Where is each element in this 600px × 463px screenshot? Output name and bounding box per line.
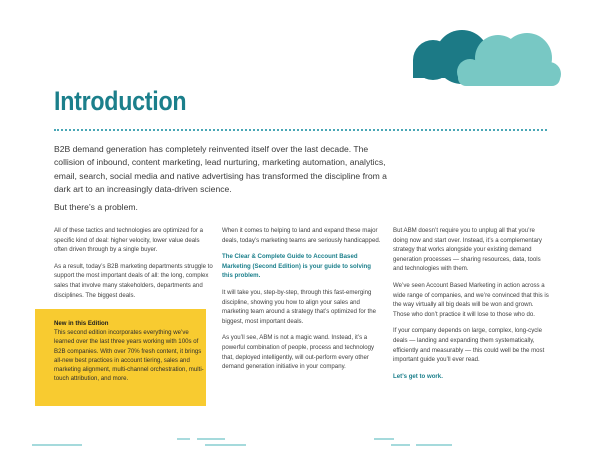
col1-paragraph-2: As a result, today’s B2B marketing departments struggle to support the most important deals of all: the long, complex sales that involve many stakeholders, departments and disciplines. The biggest deals. (54, 262, 213, 299)
clouds-illustration (0, 0, 600, 90)
col2-paragraph-4: As you’ll see, ABM is not a magic wand. Instead, it’s a powerful combination of people, process and technology that, deployed intelligently, will out-perform every other demand generation initiative in your company. (222, 334, 375, 371)
intro-paragraph: B2B demand generation has completely reinvented itself over the last decade. The collision of inbound, content marketing, lead nurturing, marketing automation, analytics, email, search, social media and native advertising has transformed the discipline from a dark art to an increasingly data-driven science. (54, 144, 387, 194)
col1-paragraph-1: All of these tactics and technologies are optimized for a specific kind of deal: higher velocity, lower value deals often driven through by a single buyer. (54, 227, 204, 254)
callout-title: New in this Edition (54, 320, 109, 327)
problem-statement: But there’s a problem. (54, 202, 138, 212)
col2-paragraph-3: It will take you, step-by-step, through this fast-emerging discipline, showing you how to align your sales and marketing team around a strategy that’s optimized for the biggest, most important deals. (222, 288, 377, 325)
dotted-divider (54, 129, 547, 131)
col3-paragraph-2: We’ve seen Account Based Marketing in action across a wide range of companies, and we’re convinced that this is the way virtually all big deals will be won and grown. Those who don’t practice it will lose to those who do. (393, 281, 549, 318)
guide-highlight: The Clear & Complete Guide to Account Based Marketing (Second Edition) is your guide to solving this problem. (222, 253, 371, 280)
footer-decorative-lines (0, 436, 600, 448)
new-edition-callout (35, 309, 206, 406)
col3-paragraph-1: But ABM doesn’t require you to unplug all that you’re doing now and start over. Instead, it’s a complementary strategy that works alongside your existing demand generation processes — sharing resources, data, tools and technologies with them. (393, 227, 542, 273)
closing-call-to-action: Let’s get to work. (393, 372, 443, 380)
col3-paragraph-3: If your company depends on large, complex, long-cycle deals — landing and expanding them systematically, efficiently and measurably — this could well be the most important guide you’ll ever read. (393, 327, 545, 364)
column-3 (393, 226, 549, 388)
page-title: Introduction (54, 86, 187, 116)
column-2 (222, 226, 382, 379)
col2-paragraph-1: When it comes to helping to land and expand these major deals, today’s marketing teams are seriously handicapped. (222, 227, 381, 244)
callout-body: This second edition incorporates everything we’ve learned over the last three years working with 100s of B2B companies. With over 70% fresh content, it brings all-new best practices in account tiering, sales and marketing alignment, multi-channel orchestration, multi-touch attribution, and more. (54, 329, 204, 383)
column-1 (54, 226, 214, 307)
